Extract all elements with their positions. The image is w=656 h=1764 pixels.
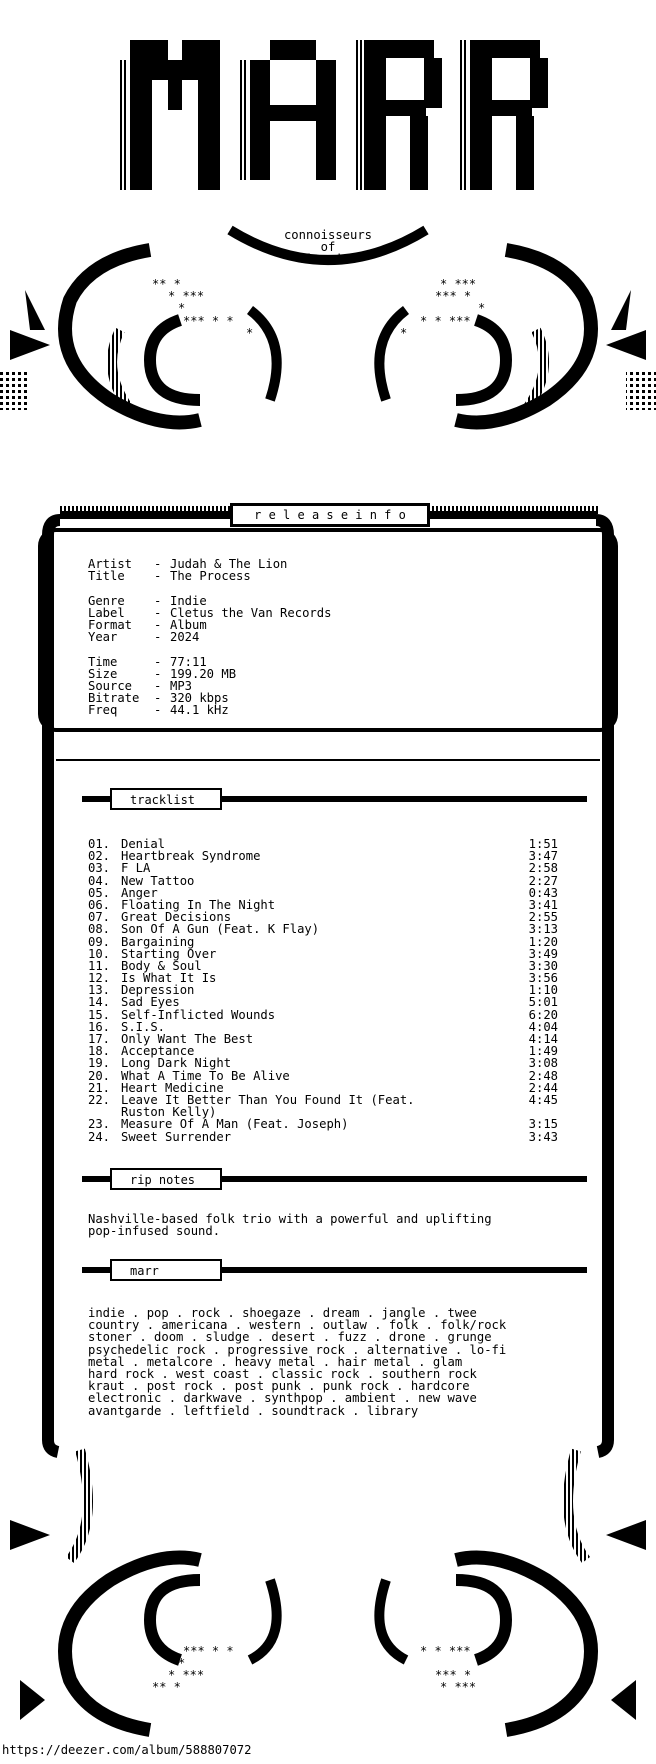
track-duration: 2:27 [528, 873, 558, 888]
track-duration: 5:01 [528, 995, 558, 1010]
track-title: Bargaining [121, 934, 195, 949]
svg-text:* * ***: * * *** [420, 1644, 471, 1658]
release-info-key: Source [88, 678, 133, 693]
track-row [88, 1009, 558, 1021]
svg-text:* ***: * *** [168, 289, 205, 303]
track-number: 04. [88, 873, 111, 888]
track-duration: 3:30 [528, 958, 558, 973]
svg-text:*: * [478, 301, 486, 315]
track-duration: 2:55 [528, 910, 558, 925]
rip-notes-text: Nashville-based folk trio with a powerful and uplifting pop-infused sound. [88, 1212, 492, 1239]
release-info-key: Year [88, 630, 118, 645]
star-marks [152, 277, 485, 340]
track-title: Heart Medicine [121, 1080, 224, 1095]
track-duration: 3:15 [528, 1117, 558, 1132]
track-number: 10. [88, 946, 111, 961]
track-number: 17. [88, 1032, 111, 1046]
footer-url[interactable]: https://deezer.com/album/588807072 [2, 1743, 252, 1757]
track-number: 24. [88, 1129, 111, 1144]
release-hatch-right [430, 506, 600, 514]
bottom-star-marks [152, 1644, 485, 1694]
track-number: 13. [88, 983, 111, 998]
release-info-row [88, 570, 331, 582]
track-row [88, 1118, 558, 1130]
track-number: 08. [88, 922, 111, 937]
track-number: 03. [88, 861, 111, 876]
track-row [88, 1070, 558, 1082]
bottom-spikes [10, 1520, 646, 1720]
release-info-key: Time [88, 654, 118, 669]
track-number: 06. [88, 897, 111, 912]
track-duration: 3:47 [528, 849, 558, 864]
track-row [88, 936, 558, 948]
track-duration: 4:04 [528, 1019, 558, 1034]
track-number: 19. [88, 1056, 111, 1071]
release-info-key: Format [88, 617, 133, 632]
track-duration: 1:10 [528, 983, 558, 998]
track-duration: 4:45 [528, 1092, 558, 1107]
track-number: 02. [88, 849, 111, 864]
tagline-line-1: connoisseurs [283, 228, 373, 242]
svg-text:** *: ** * [152, 277, 181, 291]
release-info-value: 44.1 kHz [170, 703, 229, 718]
track-duration: 6:20 [528, 1007, 558, 1022]
release-info-key: Title [88, 569, 125, 584]
track-title: Heartbreak Syndrome [121, 849, 261, 864]
track-row [88, 1057, 558, 1069]
release-info-key: Label [88, 605, 125, 620]
marr-title: marr [130, 1264, 159, 1278]
svg-text:*: * [246, 326, 254, 340]
release-info-row [88, 619, 331, 631]
track-duration: 4:14 [528, 1032, 558, 1046]
release-hatch-left [60, 506, 230, 514]
release-info-value: 320 kbps [170, 691, 229, 706]
track-number: 21. [88, 1080, 111, 1095]
track-row [88, 1131, 558, 1143]
track-title: Self-Inflicted Wounds [121, 1007, 276, 1022]
release-info-value: 199.20 MB [170, 666, 237, 681]
release-info-key: Size [88, 666, 118, 681]
bottom-ornament [65, 1450, 591, 1730]
track-duration: 1:51 [528, 837, 558, 851]
track-duration: 1:49 [528, 1044, 558, 1059]
svg-text:* ***: * *** [440, 277, 477, 291]
tracklist [88, 838, 558, 1143]
release-info-value: Album [170, 617, 207, 632]
track-duration: 3:56 [528, 971, 558, 986]
track-title: Leave It Better Than You Found It (Feat. Ruston Kelly) [121, 1092, 422, 1120]
release-info-separator: - [154, 678, 162, 693]
track-number: 20. [88, 1068, 111, 1083]
track-number: 11. [88, 958, 111, 973]
track-duration: 0:43 [528, 885, 558, 900]
track-number: 23. [88, 1117, 111, 1132]
track-duration: 3:49 [528, 946, 558, 961]
release-info-header [230, 503, 430, 527]
track-title: F LA [121, 861, 151, 876]
release-info-separator: - [154, 666, 162, 681]
rip-notes-header [110, 1168, 222, 1190]
track-title: Anger [121, 885, 158, 900]
release-info-key: Bitrate [88, 691, 140, 706]
track-duration: 3:43 [528, 1129, 558, 1144]
release-info-row [88, 595, 331, 607]
track-number: 09. [88, 934, 111, 949]
release-info-separator: - [154, 605, 162, 620]
tagline [278, 229, 378, 266]
marr-header [110, 1259, 222, 1281]
release-info-value: The Process [170, 569, 251, 584]
release-info-separator: - [154, 569, 162, 584]
track-duration: 2:44 [528, 1080, 558, 1095]
track-title: Sweet Surrender [121, 1129, 232, 1144]
track-title: Only Want The Best [121, 1032, 254, 1046]
svg-text:* ***: * *** [440, 1680, 477, 1694]
release-info-separator: - [154, 691, 162, 706]
logo-letters [120, 40, 548, 190]
track-number: 01. [88, 837, 111, 851]
track-title: Floating In The Night [121, 897, 276, 912]
release-info-value: Cletus the Van Records [170, 605, 332, 620]
svg-text:*: * [178, 301, 186, 315]
release-info-row [88, 704, 331, 716]
track-title: Great Decisions [121, 910, 232, 925]
release-info-key: Freq [88, 703, 118, 718]
track-number: 14. [88, 995, 111, 1010]
svg-text:* ***: * *** [168, 1668, 205, 1682]
release-info-value: Judah & The Lion [170, 557, 288, 571]
track-title: Denial [121, 837, 166, 851]
svg-text:*: * [178, 1656, 186, 1670]
track-title: Measure Of A Man (Feat. Joseph) [121, 1117, 349, 1132]
track-duration: 3:08 [528, 1056, 558, 1071]
release-info-separator: - [154, 654, 162, 669]
tracklist-title: tracklist [130, 793, 196, 807]
track-duration: 2:48 [528, 1068, 558, 1083]
track-title: Sad Eyes [121, 995, 180, 1010]
track-title: Acceptance [121, 1044, 195, 1059]
release-info-value: Indie [170, 593, 207, 608]
release-info-row [88, 656, 331, 668]
track-row [88, 850, 558, 862]
track-title: Starting Over [121, 946, 217, 961]
track-number: 18. [88, 1044, 111, 1059]
release-info-separator: - [154, 630, 162, 645]
track-row [88, 996, 558, 1008]
release-info-separator: - [154, 617, 162, 632]
release-info-title: r e l e a s e i n f o [254, 508, 406, 522]
track-number: 22. [88, 1092, 111, 1107]
track-number: 07. [88, 910, 111, 925]
release-info-key: Artist [88, 557, 133, 571]
release-info-value: MP3 [170, 678, 193, 693]
release-info-separator: - [154, 703, 162, 718]
svg-text:*** *: *** * [435, 289, 472, 303]
track-title: Son Of A Gun (Feat. K Flay) [121, 922, 320, 937]
svg-text:*** *: *** * [435, 1668, 472, 1682]
track-title: New Tattoo [121, 873, 195, 888]
release-info-value: 77:11 [170, 654, 207, 669]
release-info-value: 2024 [170, 630, 200, 645]
track-duration: 3:13 [528, 922, 558, 937]
track-row [88, 862, 558, 874]
track-duration: 2:58 [528, 861, 558, 876]
track-number: 16. [88, 1019, 111, 1034]
tagline-line-3: classics [298, 252, 358, 267]
svg-text:*: * [400, 326, 408, 340]
track-title: Depression [121, 983, 195, 998]
track-row [88, 875, 558, 887]
track-number: 15. [88, 1007, 111, 1022]
track-duration: 1:20 [528, 934, 558, 949]
track-row [88, 1094, 558, 1118]
track-title: S.I.S. [121, 1019, 166, 1034]
genre-list: indie . pop . rock . shoegaze . dream . jangle . twee country . americana . western . outlaw . folk . folk/rock stoner . doom . sludge . desert . fuzz . drone . grunge psychedelic rock . progressive rock . alternative . lo-fi metal . metalcore . heavy metal . hair metal . glam hard rock . west coast . classic rock . southern rock kraut . post rock . post punk . punk rock . hardcore electronic . darkwave . synthpop . ambient . new wave avantgarde . leftfield . soundtrack . library [88, 1306, 507, 1418]
svg-text:** *: ** * [152, 1680, 181, 1694]
svg-text:*** * *: *** * * [183, 314, 234, 328]
track-title: Long Dark Night [121, 1056, 232, 1071]
tagline-line-2: of [320, 240, 336, 255]
release-info-separator: - [154, 593, 162, 608]
track-number: 12. [88, 971, 111, 986]
svg-text:* * ***: * * *** [420, 314, 471, 328]
svg-text:*** * *: *** * * [183, 1644, 234, 1658]
rip-notes-title: rip notes [130, 1173, 196, 1187]
track-number: 05. [88, 885, 111, 900]
tracklist-header [110, 788, 222, 810]
release-info-separator: - [154, 557, 162, 571]
track-title: What A Time To Be Alive [121, 1068, 290, 1083]
release-info-row [88, 631, 331, 643]
release-info-key: Genre [88, 593, 125, 608]
track-row [88, 923, 558, 935]
track-duration: 3:41 [528, 897, 558, 912]
release-info-list [88, 558, 331, 716]
track-title: Is What It Is [121, 971, 217, 986]
svg-text:*: * [478, 1656, 486, 1670]
track-title: Body & Soul [121, 958, 202, 973]
